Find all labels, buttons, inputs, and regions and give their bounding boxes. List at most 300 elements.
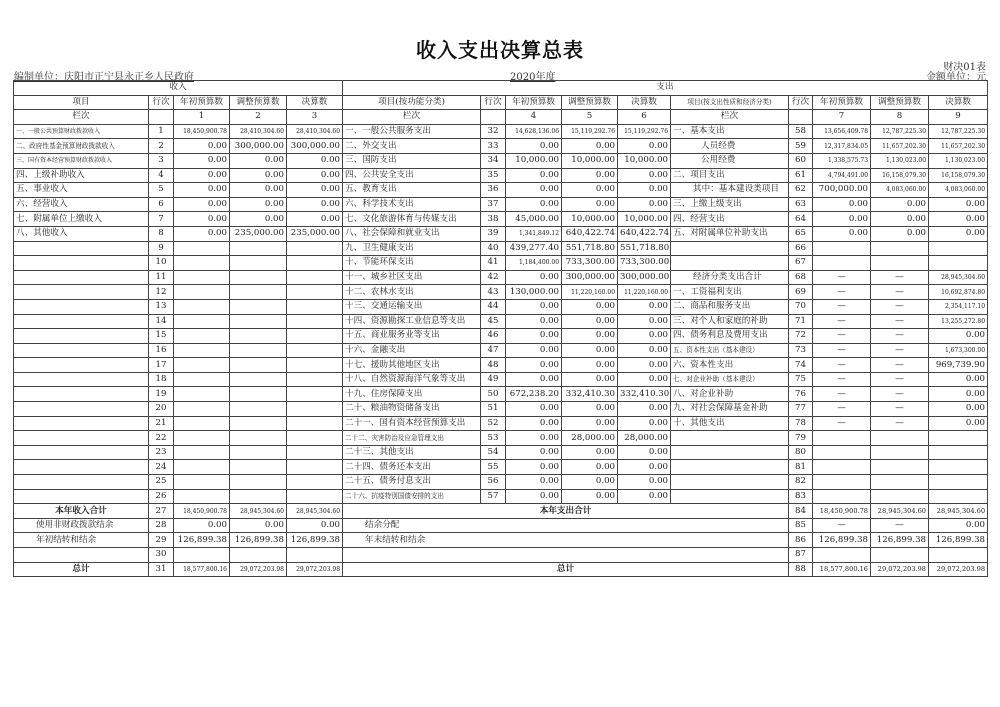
- income-adjusted-budget: [230, 299, 287, 314]
- income-row-no: 27: [149, 504, 174, 519]
- income-initial-budget: 18,577,800.16: [174, 562, 230, 577]
- table-summary: [14, 504, 988, 577]
- func-expense-item-name: 二十四、债务还本支出: [343, 460, 481, 475]
- expense-final: 126,899.38: [929, 533, 988, 548]
- func-expense-final: 0.00: [618, 168, 671, 183]
- col-header-row-no: 行次: [149, 95, 174, 110]
- income-final: [287, 445, 343, 460]
- func-expense-row-no: 39: [481, 226, 506, 241]
- func-expense-item-name: 十、节能环保支出: [343, 256, 481, 271]
- econ-expense-adjusted-budget: [871, 460, 929, 475]
- func-expense-row-no: 46: [481, 329, 506, 344]
- income-item-name: [14, 402, 149, 417]
- income-adjusted-budget: [230, 285, 287, 300]
- income-adjusted-budget: [230, 548, 287, 563]
- income-row-no: 24: [149, 460, 174, 475]
- income-initial-budget: 126,899.38: [174, 533, 230, 548]
- income-initial-budget: [174, 460, 230, 475]
- section-header-row: [14, 81, 988, 96]
- econ-expense-item-name: 公用经费: [671, 153, 789, 168]
- func-expense-item-name: 十八、自然资源海洋气象等支出: [343, 372, 481, 387]
- expense-initial-budget: —: [813, 518, 871, 533]
- income-final: 0.00: [287, 518, 343, 533]
- income-final: 235,000.00: [287, 226, 343, 241]
- func-expense-row-no: 41: [481, 256, 506, 271]
- func-expense-initial-budget: 0.00: [506, 402, 562, 417]
- col-number: 7: [813, 110, 871, 125]
- func-expense-final: 10,000.00: [618, 153, 671, 168]
- func-expense-final: 10,000.00: [618, 212, 671, 227]
- summary-row: [14, 504, 988, 519]
- econ-expense-final: 12,787,225.30: [929, 124, 988, 139]
- income-item-name: [14, 445, 149, 460]
- econ-expense-final: 1,673,300.00: [929, 343, 988, 358]
- income-final: 0.00: [287, 197, 343, 212]
- func-expense-initial-budget: 1,184,400.00: [506, 256, 562, 271]
- income-row-no: 21: [149, 416, 174, 431]
- col-number: 1: [174, 110, 230, 125]
- income-initial-budget: [174, 489, 230, 504]
- income-row-no: 3: [149, 153, 174, 168]
- income-initial-budget: 18,450,900.78: [174, 504, 230, 519]
- econ-expense-adjusted-budget: 0.00: [871, 212, 929, 227]
- econ-expense-final: 4,083,060.00: [929, 183, 988, 198]
- func-expense-item-name: 七、文化旅游体育与传媒支出: [343, 212, 481, 227]
- income-adjusted-budget: [230, 460, 287, 475]
- income-initial-budget: [174, 241, 230, 256]
- expense-row-no: 84: [789, 504, 813, 519]
- econ-expense-initial-budget: [813, 241, 871, 256]
- econ-expense-row-no: 70: [789, 299, 813, 314]
- econ-expense-row-no: 59: [789, 139, 813, 154]
- econ-expense-final: 0.00: [929, 416, 988, 431]
- econ-expense-item-name: 一、工资福利支出: [671, 285, 789, 300]
- func-expense-initial-budget: 0.00: [506, 168, 562, 183]
- income-final: [287, 548, 343, 563]
- col-header-adjusted-budget: 调整预算数: [562, 95, 618, 110]
- col-header-row-no: 行次: [789, 95, 813, 110]
- func-expense-final: 0.00: [618, 402, 671, 417]
- col-label: 栏次: [14, 110, 149, 125]
- income-initial-budget: [174, 270, 230, 285]
- income-item-name: [14, 343, 149, 358]
- func-expense-adjusted-budget: 0.00: [562, 402, 618, 417]
- income-row-no: 5: [149, 183, 174, 198]
- econ-expense-final: [929, 256, 988, 271]
- expense-final: 0.00: [929, 518, 988, 533]
- econ-expense-final: 0.00: [929, 226, 988, 241]
- income-item-name: [14, 416, 149, 431]
- func-expense-item-name: 十一、城乡社区支出: [343, 270, 481, 285]
- func-expense-final: 0.00: [618, 183, 671, 198]
- econ-expense-item-name: [671, 475, 789, 490]
- econ-expense-row-no: 62: [789, 183, 813, 198]
- table-row: [14, 387, 988, 402]
- expense-row-no: 86: [789, 533, 813, 548]
- income-final: [287, 372, 343, 387]
- income-summary-label: 总计: [14, 562, 149, 577]
- econ-expense-row-no: 67: [789, 256, 813, 271]
- amount-unit: 金额单位：元: [926, 72, 986, 83]
- empty-cell: [149, 110, 174, 125]
- func-expense-item-name: 十三、交通运输支出: [343, 299, 481, 314]
- econ-expense-item-name: 三、上缴上级支出: [671, 197, 789, 212]
- econ-expense-initial-budget: 700,000.00: [813, 183, 871, 198]
- col-header-item-econ: 项目(按支出性质和经济分类): [671, 95, 789, 110]
- func-expense-row-no: 55: [481, 460, 506, 475]
- func-expense-item-name: 二、外交支出: [343, 139, 481, 154]
- income-row-no: 31: [149, 562, 174, 577]
- income-final: 28,945,304.60: [287, 504, 343, 519]
- econ-expense-item-name: 其中：基本建设类项目: [671, 183, 789, 198]
- table-body: [14, 124, 988, 503]
- income-row-no: 11: [149, 270, 174, 285]
- func-expense-row-no: 45: [481, 314, 506, 329]
- expense-adjusted-budget: 126,899.38: [871, 533, 929, 548]
- income-final: [287, 256, 343, 271]
- income-initial-budget: [174, 343, 230, 358]
- func-expense-adjusted-budget: 0.00: [562, 329, 618, 344]
- income-adjusted-budget: 29,072,203.98: [230, 562, 287, 577]
- func-expense-final: 0.00: [618, 358, 671, 373]
- func-expense-row-no: 43: [481, 285, 506, 300]
- econ-expense-adjusted-budget: 4,083,060.00: [871, 183, 929, 198]
- table-row: [14, 460, 988, 475]
- income-initial-budget: 0.00: [174, 139, 230, 154]
- col-header-item-func: 项目(按功能分类): [343, 95, 481, 110]
- econ-expense-adjusted-budget: 16,158,079.30: [871, 168, 929, 183]
- econ-expense-row-no: 78: [789, 416, 813, 431]
- func-expense-initial-budget: 0.00: [506, 416, 562, 431]
- econ-expense-item-name: 八、对企业补助: [671, 387, 789, 402]
- econ-expense-initial-budget: —: [813, 329, 871, 344]
- func-expense-adjusted-budget: 0.00: [562, 489, 618, 504]
- expense-final: [929, 548, 988, 563]
- income-expense-table: [13, 80, 988, 577]
- table-row: [14, 416, 988, 431]
- func-expense-item-name: 三、国防支出: [343, 153, 481, 168]
- econ-expense-adjusted-budget: —: [871, 343, 929, 358]
- income-adjusted-budget: [230, 314, 287, 329]
- econ-expense-row-no: 61: [789, 168, 813, 183]
- expense-row-no: 88: [789, 562, 813, 577]
- income-adjusted-budget: [230, 343, 287, 358]
- func-expense-final: 300,000.00: [618, 270, 671, 285]
- column-header-row: [14, 95, 988, 110]
- income-summary-label: 年初结转和结余: [14, 533, 149, 548]
- expense-summary-label: 总计: [343, 562, 789, 577]
- income-adjusted-budget: [230, 270, 287, 285]
- econ-expense-item-name: 五、资本性支出（基本建设）: [671, 343, 789, 358]
- econ-expense-initial-budget: 13,656,409.78: [813, 124, 871, 139]
- func-expense-item-name: 九、卫生健康支出: [343, 241, 481, 256]
- econ-expense-row-no: 72: [789, 329, 813, 344]
- expense-summary-label: 结余分配: [343, 518, 789, 533]
- income-row-no: 28: [149, 518, 174, 533]
- income-section-header: 收入: [14, 81, 343, 96]
- func-expense-final: 0.00: [618, 343, 671, 358]
- econ-expense-row-no: 81: [789, 460, 813, 475]
- col-number: 4: [506, 110, 562, 125]
- expense-initial-budget: 18,577,800.16: [813, 562, 871, 577]
- econ-expense-adjusted-budget: 0.00: [871, 226, 929, 241]
- func-expense-item-name: 十六、金融支出: [343, 343, 481, 358]
- table-row: [14, 358, 988, 373]
- income-row-no: 17: [149, 358, 174, 373]
- func-expense-final: 332,410.30: [618, 387, 671, 402]
- func-expense-initial-budget: 0.00: [506, 197, 562, 212]
- econ-expense-adjusted-budget: 1,130,023.00: [871, 153, 929, 168]
- expense-adjusted-budget: —: [871, 518, 929, 533]
- func-expense-initial-budget: 0.00: [506, 431, 562, 446]
- table-row: [14, 153, 988, 168]
- econ-expense-adjusted-budget: [871, 256, 929, 271]
- income-initial-budget: [174, 387, 230, 402]
- income-initial-budget: 0.00: [174, 518, 230, 533]
- func-expense-final: 15,119,292.76: [618, 124, 671, 139]
- econ-expense-row-no: 68: [789, 270, 813, 285]
- column-number-row: [14, 110, 988, 125]
- income-item-name: [14, 256, 149, 271]
- econ-expense-final: 13,255,272.80: [929, 314, 988, 329]
- econ-expense-adjusted-budget: —: [871, 299, 929, 314]
- income-adjusted-budget: [230, 475, 287, 490]
- income-row-no: 18: [149, 372, 174, 387]
- income-adjusted-budget: [230, 489, 287, 504]
- income-item-name: [14, 270, 149, 285]
- econ-expense-final: 0.00: [929, 372, 988, 387]
- func-expense-adjusted-budget: 0.00: [562, 299, 618, 314]
- table-row: [14, 183, 988, 198]
- income-item-name: [14, 358, 149, 373]
- econ-expense-initial-budget: —: [813, 402, 871, 417]
- econ-expense-row-no: 82: [789, 475, 813, 490]
- econ-expense-item-name: 人员经费: [671, 139, 789, 154]
- table-row: [14, 299, 988, 314]
- table-row: [14, 475, 988, 490]
- expense-initial-budget: [813, 548, 871, 563]
- income-adjusted-budget: [230, 387, 287, 402]
- income-final: 0.00: [287, 212, 343, 227]
- income-adjusted-budget: 0.00: [230, 212, 287, 227]
- func-expense-final: 0.00: [618, 197, 671, 212]
- func-expense-row-no: 38: [481, 212, 506, 227]
- income-adjusted-budget: [230, 445, 287, 460]
- econ-expense-item-name: 四、债务利息及费用支出: [671, 329, 789, 344]
- income-adjusted-budget: [230, 416, 287, 431]
- func-expense-item-name: 五、教育支出: [343, 183, 481, 198]
- econ-expense-final: [929, 489, 988, 504]
- income-final: [287, 416, 343, 431]
- func-expense-item-name: 二十六、抗疫特别国债安排的支出: [343, 489, 481, 504]
- income-row-no: 30: [149, 548, 174, 563]
- income-summary-label: 使用非财政拨款结余: [14, 518, 149, 533]
- col-number: 6: [618, 110, 671, 125]
- func-expense-adjusted-budget: 28,000.00: [562, 431, 618, 446]
- income-row-no: 25: [149, 475, 174, 490]
- econ-expense-final: 2,354,117.10: [929, 299, 988, 314]
- econ-expense-adjusted-budget: —: [871, 314, 929, 329]
- expense-initial-budget: 126,899.38: [813, 533, 871, 548]
- income-summary-label: [14, 548, 149, 563]
- income-row-no: 2: [149, 139, 174, 154]
- func-expense-row-no: 57: [481, 489, 506, 504]
- func-expense-initial-budget: 0.00: [506, 314, 562, 329]
- summary-row: [14, 533, 988, 548]
- income-final: [287, 285, 343, 300]
- table-row: [14, 226, 988, 241]
- func-expense-item-name: 八、社会保障和就业支出: [343, 226, 481, 241]
- income-adjusted-budget: [230, 402, 287, 417]
- econ-expense-item-name: [671, 489, 789, 504]
- func-expense-initial-budget: 0.00: [506, 445, 562, 460]
- econ-expense-item-name: 六、资本性支出: [671, 358, 789, 373]
- income-initial-budget: [174, 256, 230, 271]
- income-row-no: 19: [149, 387, 174, 402]
- func-expense-row-no: 52: [481, 416, 506, 431]
- col-header-initial-budget: 年初预算数: [813, 95, 871, 110]
- econ-expense-item-name: 九、对社会保障基金补助: [671, 402, 789, 417]
- func-expense-adjusted-budget: 0.00: [562, 445, 618, 460]
- income-row-no: 22: [149, 431, 174, 446]
- func-expense-adjusted-budget: 11,220,160.00: [562, 285, 618, 300]
- income-item-name: [14, 475, 149, 490]
- func-expense-item-name: 十二、农林水支出: [343, 285, 481, 300]
- income-final: 300,000.00: [287, 139, 343, 154]
- fiscal-year: 2020年度: [510, 72, 556, 83]
- income-initial-budget: [174, 548, 230, 563]
- econ-expense-final: [929, 431, 988, 446]
- income-initial-budget: [174, 416, 230, 431]
- func-expense-row-no: 49: [481, 372, 506, 387]
- econ-expense-row-no: 80: [789, 445, 813, 460]
- expense-final: 29,072,203.98: [929, 562, 988, 577]
- econ-expense-initial-budget: 1,338,575.73: [813, 153, 871, 168]
- func-expense-adjusted-budget: 551,718.80: [562, 241, 618, 256]
- func-expense-final: 0.00: [618, 299, 671, 314]
- income-row-no: 12: [149, 285, 174, 300]
- econ-expense-item-name: 经济分类支出合计: [671, 270, 789, 285]
- econ-expense-row-no: 73: [789, 343, 813, 358]
- func-expense-item-name: 十四、资源勘探工业信息等支出: [343, 314, 481, 329]
- func-expense-adjusted-budget: 733,300.00: [562, 256, 618, 271]
- income-adjusted-budget: 0.00: [230, 197, 287, 212]
- table-row: [14, 431, 988, 446]
- func-expense-row-no: 37: [481, 197, 506, 212]
- econ-expense-adjusted-budget: —: [871, 372, 929, 387]
- econ-expense-initial-budget: 4,794,491.00: [813, 168, 871, 183]
- func-expense-initial-budget: 439,277.40: [506, 241, 562, 256]
- func-expense-adjusted-budget: 10,000.00: [562, 153, 618, 168]
- table-row: [14, 124, 988, 139]
- col-header-adjusted-budget: 调整预算数: [230, 95, 287, 110]
- income-adjusted-budget: [230, 358, 287, 373]
- income-item-name: 六、经营收入: [14, 197, 149, 212]
- income-final: 0.00: [287, 153, 343, 168]
- col-header-adjusted-budget: 调整预算数: [871, 95, 929, 110]
- func-expense-final: 0.00: [618, 329, 671, 344]
- income-item-name: 五、事业收入: [14, 183, 149, 198]
- table-row: [14, 445, 988, 460]
- income-initial-budget: [174, 402, 230, 417]
- income-adjusted-budget: [230, 329, 287, 344]
- func-expense-adjusted-budget: 15,119,292.76: [562, 124, 618, 139]
- income-final: [287, 241, 343, 256]
- income-final: [287, 358, 343, 373]
- econ-expense-item-name: 四、经营支出: [671, 212, 789, 227]
- econ-expense-initial-budget: 0.00: [813, 226, 871, 241]
- expense-adjusted-budget: 28,945,304.60: [871, 504, 929, 519]
- func-expense-row-no: 44: [481, 299, 506, 314]
- econ-expense-row-no: 83: [789, 489, 813, 504]
- expense-adjusted-budget: [871, 548, 929, 563]
- income-adjusted-budget: 0.00: [230, 153, 287, 168]
- income-initial-budget: 18,450,900.78: [174, 124, 230, 139]
- func-expense-adjusted-budget: 0.00: [562, 358, 618, 373]
- col-header-initial-budget: 年初预算数: [174, 95, 230, 110]
- econ-expense-adjusted-budget: [871, 445, 929, 460]
- econ-expense-initial-budget: —: [813, 387, 871, 402]
- econ-expense-final: [929, 445, 988, 460]
- func-expense-row-no: 53: [481, 431, 506, 446]
- func-expense-adjusted-budget: 300,000.00: [562, 270, 618, 285]
- econ-expense-final: 28,945,304.60: [929, 270, 988, 285]
- income-final: 126,899.38: [287, 533, 343, 548]
- income-item-name: [14, 329, 149, 344]
- income-initial-budget: [174, 372, 230, 387]
- func-expense-adjusted-budget: 0.00: [562, 183, 618, 198]
- func-expense-adjusted-budget: 0.00: [562, 314, 618, 329]
- expense-summary-label: [343, 548, 789, 563]
- expense-final: 28,945,304.60: [929, 504, 988, 519]
- income-adjusted-budget: 126,899.38: [230, 533, 287, 548]
- expense-section-header: 支出: [343, 81, 988, 96]
- func-expense-row-no: 50: [481, 387, 506, 402]
- income-initial-budget: [174, 329, 230, 344]
- income-final: [287, 431, 343, 446]
- income-final: 0.00: [287, 168, 343, 183]
- income-item-name: [14, 299, 149, 314]
- income-row-no: 4: [149, 168, 174, 183]
- income-adjusted-budget: 0.00: [230, 168, 287, 183]
- econ-expense-initial-budget: [813, 489, 871, 504]
- func-expense-adjusted-budget: 332,410.30: [562, 387, 618, 402]
- econ-expense-row-no: 65: [789, 226, 813, 241]
- econ-expense-item-name: 二、商品和服务支出: [671, 299, 789, 314]
- func-expense-adjusted-budget: 0.00: [562, 343, 618, 358]
- func-expense-row-no: 32: [481, 124, 506, 139]
- income-final: [287, 489, 343, 504]
- income-row-no: 9: [149, 241, 174, 256]
- income-initial-budget: 0.00: [174, 153, 230, 168]
- econ-expense-initial-budget: —: [813, 372, 871, 387]
- econ-expense-initial-budget: [813, 445, 871, 460]
- econ-expense-row-no: 74: [789, 358, 813, 373]
- econ-expense-final: [929, 241, 988, 256]
- econ-expense-final: 969,739.90: [929, 358, 988, 373]
- econ-expense-initial-budget: 0.00: [813, 197, 871, 212]
- econ-expense-final: 10,692,874.80: [929, 285, 988, 300]
- econ-expense-initial-budget: —: [813, 270, 871, 285]
- income-adjusted-budget: 235,000.00: [230, 226, 287, 241]
- econ-expense-row-no: 69: [789, 285, 813, 300]
- func-expense-initial-budget: 1,341,849.12: [506, 226, 562, 241]
- econ-expense-final: 1,130,023.00: [929, 153, 988, 168]
- econ-expense-item-name: [671, 460, 789, 475]
- income-row-no: 13: [149, 299, 174, 314]
- func-expense-initial-budget: 0.00: [506, 475, 562, 490]
- income-final: [287, 299, 343, 314]
